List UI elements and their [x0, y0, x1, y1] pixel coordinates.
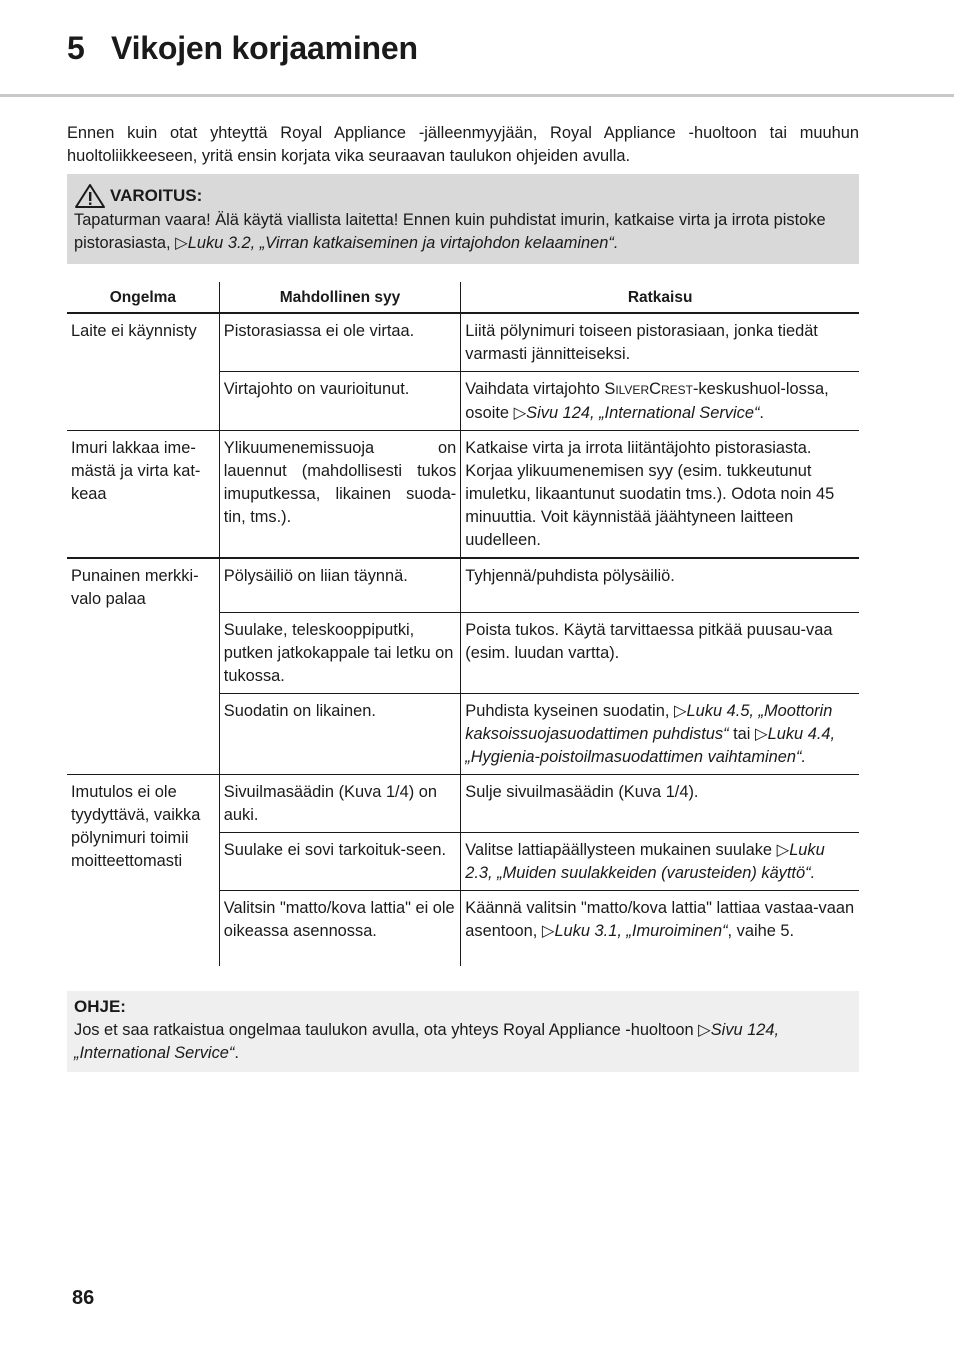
title-divider — [0, 94, 954, 97]
cause-cell: Sivuilmasäädin (Kuva 1/4) on auki. — [219, 775, 460, 833]
problem-cell: Imuri lakkaa ime-mästä ja virta kat-keaa — [67, 431, 219, 559]
cause-cell: Pistorasiassa ei ole virtaa. — [219, 313, 460, 372]
cause-cell: Suodatin on likainen. — [219, 694, 460, 775]
cause-cell: Pölysäiliö on liian täynnä. — [219, 558, 460, 613]
reference-arrow-icon: ▷ — [513, 404, 527, 422]
cause-cell: Suulake, teleskooppiputki, putken jatkokappale tai letku on tukossa. — [219, 613, 460, 694]
solution-cell: Käännä valitsin "matto/kova lattia" lattiaa vastaa-vaan asentoon, ▷Luku 3.1, „Imuroiminen“, vaihe 5. — [461, 891, 859, 967]
intro-paragraph: Ennen kuin otat yhteyttä Royal Appliance -jälleenmyyjään, Royal Appliance -huoltoon tai muuhun huoltoliikkeeseen, yritä ensin korjata vika seuraavan taulukon ohjeiden avulla. — [67, 124, 859, 165]
chapter-title — [67, 30, 418, 67]
cause-cell: Ylikuumenemissuoja on lauennut (mahdollisesti tukos imuputkessa, likainen suoda-tin, tms.). — [219, 431, 460, 559]
troubleshooting-table — [67, 282, 859, 966]
solution-reference: Luku 3.1, „Imuroiminen“ — [554, 922, 728, 940]
brand-name: SILVERCREST — [604, 380, 693, 398]
header-cause: Mahdollinen syy — [219, 282, 460, 313]
note-text: Jos et saa ratkaistua ongelmaa taulukon avulla, ota yhteys Royal Appliance -huoltoon ▷Sivu 124, „International Service“. — [74, 1021, 780, 1062]
cause-cell: Suulake ei sovi tarkoituk-seen. — [219, 833, 460, 891]
problem-cell: Laite ei käynnisty — [71, 322, 197, 340]
reference-arrow-icon: ▷ — [755, 725, 768, 743]
table-row — [67, 431, 859, 559]
solution-cell: Katkaise virta ja irrota liitäntäjohto pistorasiasta. Korjaa ylikuumenemisen syy (esim. tukkeutunut imuletku, likaantunut suodatin tms.). Odota noin 45 minuuttia. Voit käynnistää jäähtyneen laitteen uudelleen. — [461, 431, 859, 559]
page-number: 86 — [72, 1287, 95, 1309]
warning-heading-label: VAROITUS: — [110, 186, 203, 205]
reference-arrow-icon: ▷ — [673, 702, 687, 720]
warning-triangle-icon — [74, 183, 106, 209]
reference-arrow-icon: ▷ — [776, 841, 790, 859]
problem-cell: Imutulos ei ole tyydyttävä, vaikka pölynimuri toimii moitteettomasti — [67, 775, 219, 967]
warning-box — [67, 174, 859, 264]
reference-arrow-icon: ▷ — [541, 922, 555, 940]
solution-reference: Luku 2.3, „Muiden suulakkeiden (varusteiden) käyttö“ — [465, 841, 825, 882]
cause-cell: Virtajohto on vaurioitunut. — [219, 372, 460, 431]
note-heading: OHJE: — [74, 997, 126, 1016]
reference-arrow-icon: ▷ — [175, 234, 188, 252]
solution-cell: Puhdista kyseinen suodatin, ▷Luku 4.5, „Moottorin kaksoissuojasuodattimen puhdistus“ tai ▷Luku 4.4, „Hygienia-poistoilmasuodattimen vaihtaminen“. — [461, 694, 859, 775]
solution-reference: Luku 4.5, „Moottorin kaksoissuojasuodattimen puhdistus“ — [465, 702, 833, 743]
header-solution: Ratkaisu — [461, 282, 859, 313]
solution-reference: Sivu 124, „International Service“ — [526, 404, 760, 422]
warning-text: Tapaturman vaara! Älä käytä viallista laitetta! Ennen kuin puhdistat imurin, katkaise virta ja irrota pistoke pistorasiasta, ▷Luku 3.2, „Virran katkaiseminen ja virtajohdon kelaaminen“. — [74, 211, 826, 252]
note-reference: Sivu 124, „International Service“ — [74, 1021, 780, 1062]
warning-reference: Luku 3.2, „Virran katkaiseminen ja virtajohdon kelaaminen“. — [187, 234, 619, 252]
note-box — [67, 991, 859, 1072]
solution-cell: Valitse lattiapäällysteen mukainen suulake ▷Luku 2.3, „Muiden suulakkeiden (varusteiden) käyttö“. — [461, 833, 859, 891]
solution-cell: Poista tukos. Käytä tarvittaessa pitkää puusau-vaa (esim. luudan vartta). — [461, 613, 859, 694]
solution-cell: Vaihdata virtajohto SILVERCREST-keskushuol-lossa, osoite ▷Sivu 124, „International Service“. — [461, 372, 859, 431]
chapter-title-text: Vikojen korjaaminen — [111, 30, 418, 66]
solution-reference: Luku 4.4, „Hygienia-poistoilmasuodattimen vaihtaminen“ — [465, 725, 836, 766]
table-row — [67, 313, 859, 372]
table-row — [67, 558, 859, 613]
solution-cell: Liitä pölynimuri toiseen pistorasiaan, jonka tiedät varmasti jännitteiseksi. — [461, 313, 859, 372]
problem-cell: Punainen merkki-valo palaa — [67, 558, 219, 775]
cause-cell: Valitsin "matto/kova lattia" ei ole oikeassa asennossa. — [219, 891, 460, 967]
solution-cell: Tyhjennä/puhdista pölysäiliö. — [461, 558, 859, 613]
solution-cell: Sulje sivuilmasäädin (Kuva 1/4). — [461, 775, 859, 833]
warning-heading — [74, 183, 853, 209]
table-header-row — [67, 282, 859, 313]
chapter-number: 5 — [67, 30, 85, 66]
header-problem: Ongelma — [67, 282, 219, 313]
reference-arrow-icon: ▷ — [698, 1021, 711, 1039]
table-row — [67, 775, 859, 833]
